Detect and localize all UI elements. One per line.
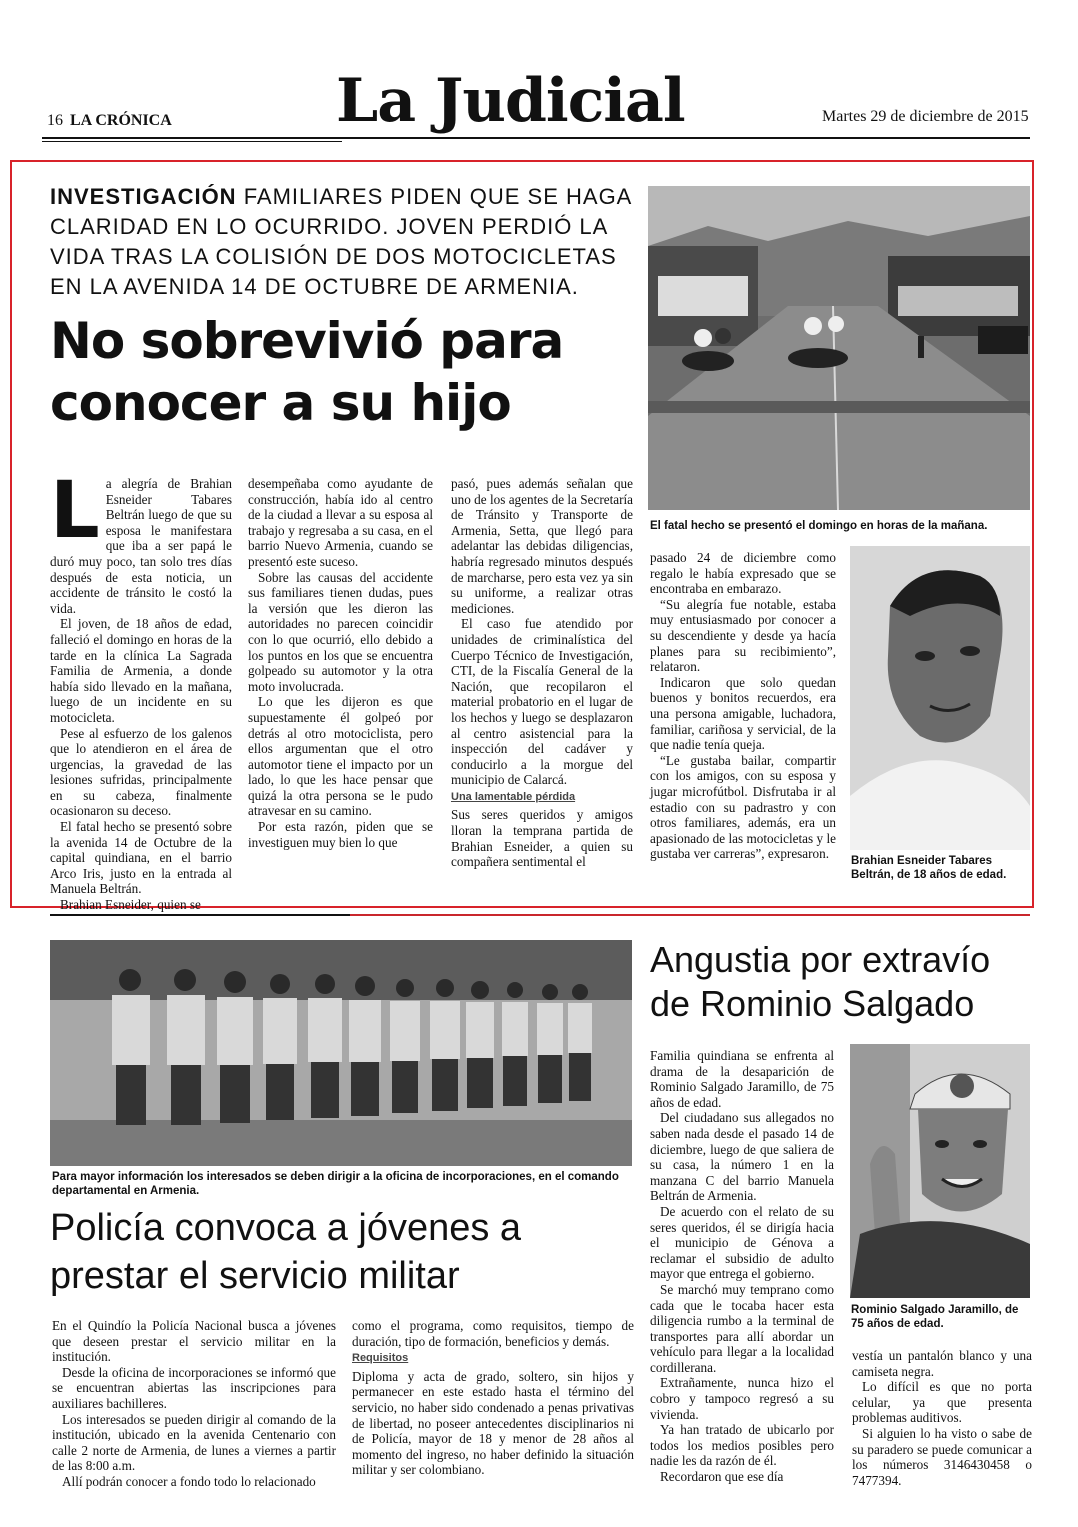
portrait-caption: Brahian Esneider Tabares Beltrán, de 18 años de edad. xyxy=(851,855,1007,881)
paragraph: Extrañamente, nunca hizo el cobro y tampoco regresó a su vivienda. xyxy=(650,1375,834,1422)
page-number: 16 xyxy=(47,112,63,129)
paragraph: En el Quindío la Policía Nacional busca a jóvenes que deseen prestar el servicio militar en la institución. xyxy=(52,1318,336,1365)
paragraph: El joven, de 18 años de edad, falleció el domingo en horas de la tarde en la clínica La Sagrada Familia de Armenia, a donde había sido llevado en la mañana, luego de un incidente en su motocicleta. xyxy=(50,616,232,725)
police-photo-caption: Para mayor información los interesados se deben dirigir a la oficina de incorporaciones, en el comando departamental en Armenia. xyxy=(52,1171,619,1197)
paragraph: El fatal hecho se presentó sobre la avenida 14 de Octubre de la capital quindiana, en el barrio Arco Iris, justo en la entrada al Manuela Beltrán. xyxy=(50,819,232,897)
paragraph: El caso fue atendido por unidades de criminalística del Cuerpo Técnico de Investigación, CTI, de la Fiscalía General de la Nación, que recopilaron el material probatorio en el lugar de los hechos y luego se desplazaron al centro asistencial para la inspección del cadáver y conducirlo a la morgue del municipio de Calarcá. xyxy=(451,616,633,788)
paragraph: Sus seres queridos y amigos lloran la temprana partida de Brahian Esneider, a quien su compañera sentimental el xyxy=(451,807,633,870)
missing-person-column-1 xyxy=(650,1048,834,1485)
paragraph: Recordaron que ese día xyxy=(660,1469,784,1485)
street-photo xyxy=(648,186,1030,510)
portrait-photo xyxy=(850,546,1030,850)
police-photo xyxy=(50,940,632,1166)
drop-cap: L xyxy=(50,466,100,556)
paragraph: como el programa, como requisitos, tiempo de duración, tipo de formación, beneficios y demás. xyxy=(352,1318,634,1349)
main-headline: No sobrevivió para conocer a su hijo xyxy=(50,312,564,432)
police-photo-image xyxy=(50,940,632,1166)
paragraph: Sobre las causas del accidente sus familiares tienen dudas, pues la versión que les dieron las autoridades no parecen coincidir con lo que ocurrió, ello debido a los puntos en los que se encuentra golpeado su automotor y la otra moto involucrada. xyxy=(248,569,433,694)
header-rule xyxy=(42,137,1030,139)
missing-person-headline: Angustia por extravío de Rominio Salgado xyxy=(650,939,991,1024)
kicker-label: INVESTIGACIÓN xyxy=(50,184,237,209)
main-article-column-2 xyxy=(248,476,433,850)
main-article-column-4 xyxy=(650,550,836,862)
kicker-text: FAMILIARES PIDEN QUE SE HAGA CLARIDAD EN LO OCURRIDO. JOVEN PERDIÓ LA VIDA TRAS LA COLISIÓN DE DOS MOTOCICLETAS EN LA AVENIDA 14 DE OCTUBRE DE ARMENIA. xyxy=(50,184,632,299)
paragraph: pasado 24 de diciembre como regalo le había expresado que se encontraba en embarazo. xyxy=(650,550,836,597)
paragraph: desempeñaba como ayudante de construcción, había ido al centro de la ciudad a llevar a su esposa al trabajo y regresaba a su casa, en el barrio Nuevo Armenia, cuando se presentó este suceso. xyxy=(248,476,433,569)
missing-person-photo xyxy=(850,1044,1030,1298)
paragraph: Por esta razón, piden que se investiguen muy bien lo que xyxy=(248,819,433,850)
section-rule xyxy=(50,914,350,916)
missing-person-photo-caption: Rominio Salgado Jaramillo, de 75 años de edad. xyxy=(851,1304,1019,1330)
police-article-column-2 xyxy=(352,1318,634,1478)
paragraph: Allí podrán conocer a fondo todo lo relacionado xyxy=(62,1473,316,1489)
main-article-column-1 xyxy=(50,466,232,913)
paragraph: “Su alegría fue notable, estaba muy entusiasmado por conocer a su descendiente y desde ya hacía planes para su recibimiento”, relataron. xyxy=(650,596,836,675)
paragraph: Si alguien lo ha visto o sabe de su paradero se puede comunicar a los números 3146430458 o 7477394. xyxy=(852,1425,1032,1488)
newspaper-name: LA CRÓNICA xyxy=(70,112,172,129)
paragraph: Desde la oficina de incorporaciones se informó que se encuentran abiertas las inscripciones para auxiliares bachilleres. xyxy=(52,1364,336,1411)
paragraph: Del ciudadano sus allegados no saben nada desde el pasado 14 de diciembre, luego de que saliera de su casa, la número 1 en la manzana C del barrio Manuela Beltrán de Armenia. xyxy=(650,1110,834,1204)
paragraph: pasó, pues además señalan que uno de los agentes de la Secretaría de Tránsito y Transporte de Armenia, Setta, que llegó para adelantar las debidas diligencias, habría regresado minutos después de marcharse, pero esta vez ya sin su uniforme, a realizar otras mediciones. xyxy=(451,476,633,616)
paragraph: Lo difícil es que no porta celular, ya que presenta problemas auditivos. xyxy=(852,1379,1032,1426)
portrait-image xyxy=(850,546,1030,850)
section-subhead: Requisitos xyxy=(352,1352,409,1365)
police-article-column-1 xyxy=(52,1318,336,1490)
missing-person-image xyxy=(850,1044,1030,1298)
section-subhead: Una lamentable pérdida xyxy=(451,790,576,803)
header-rule-thin xyxy=(42,141,342,142)
street-photo-caption: El fatal hecho se presentó el domingo en horas de la mañana. xyxy=(650,520,988,532)
paragraph: Brahian Esneider, quien se xyxy=(60,897,201,913)
paragraph: vestía un pantalón blanco y una camiseta negra. xyxy=(852,1348,1032,1379)
main-article-column-3 xyxy=(451,476,633,870)
paragraph: a alegría de Brahian Esneider Tabares Beltrán luego de que su esposa le manifestara que iba a ser papá le duró muy poco, tan solo tres días después de esta noticia, un accidente de tránsito le costó la vida. xyxy=(50,476,232,616)
section-rule-red xyxy=(350,914,1030,916)
article-kicker xyxy=(50,182,640,302)
missing-person-column-2 xyxy=(852,1348,1032,1488)
paragraph: De acuerdo con el relato de su seres queridos, él se dirigía hacia el municipio de Génova a reclamar el subsidio de adulto mayor que entrega el gobierno. xyxy=(650,1203,834,1282)
paragraph: Los interesados se pueden dirigir al comando de la institución, ubicado en la avenida Centenario con calle 2 norte de Armenia, de lunes a viernes a partir de las 8:00 a.m. xyxy=(52,1411,336,1474)
paragraph: Ya han tratado de ubicarlo por todos los medios posibles pero nadie les da razón de él. xyxy=(650,1422,834,1469)
police-headline: Policía convoca a jóvenes a prestar el servicio militar xyxy=(50,1207,522,1297)
section-title: La Judicial xyxy=(336,66,685,136)
paragraph: Diploma y acta de grado, soltero, sin hijos y permanecer en este estado hasta el término del servicio, no haber sido condenado a penas privativas de libertad, no poseer antecedentes disciplinarios ni de Policía, mayor de 18 y menor de 28 años al momento del ingreso, no haber definido la situación militar y ser colombiano. xyxy=(352,1368,634,1478)
paragraph: Pese al esfuerzo de los galenos que lo atendieron en el área de urgencias, la gravedad de las lesiones sufridas, principalmente en su cabeza, finalmente ocasionaron su deceso. xyxy=(50,725,232,819)
paragraph: Indicaron que solo quedan buenos y bonitos recuerdos, era una persona amigable, luchadora, familiar, cariñosa y servicial, de la que nadie tenía queja. xyxy=(650,674,836,753)
paragraph: Lo que les dijeron es que supuestamente él golpeó por detrás al otro motociclista, pero ellos argumentan que el otro automotor tiene el impacto por un lado, lo que les hace pensar que quizá la otra persona se le pudo atravesar en su camino. xyxy=(248,694,433,819)
paragraph: Familia quindiana se enfrenta al drama de la desaparición de Rominio Salgado Jaramillo, de 75 años de edad. xyxy=(650,1048,834,1110)
paragraph: Se marchó muy temprano como cada que le tocaba hacer esta diligencia rumbo a la terminal de transportes para allí abordar un vehículo para llegar a la localidad cordillerana. xyxy=(650,1281,834,1375)
issue-date: Martes 29 de diciembre de 2015 xyxy=(822,108,1029,125)
paragraph: “Le gustaba bailar, compartir con los amigos, con su esposa y jugar microfútbol. Disfrutaba ir al estadio con su padrastro y con otros familiares, además, era un apasionado de las motocicletas y le gustaba ver carreras”, expresaron. xyxy=(650,752,836,862)
street-photo-image xyxy=(648,186,1030,510)
